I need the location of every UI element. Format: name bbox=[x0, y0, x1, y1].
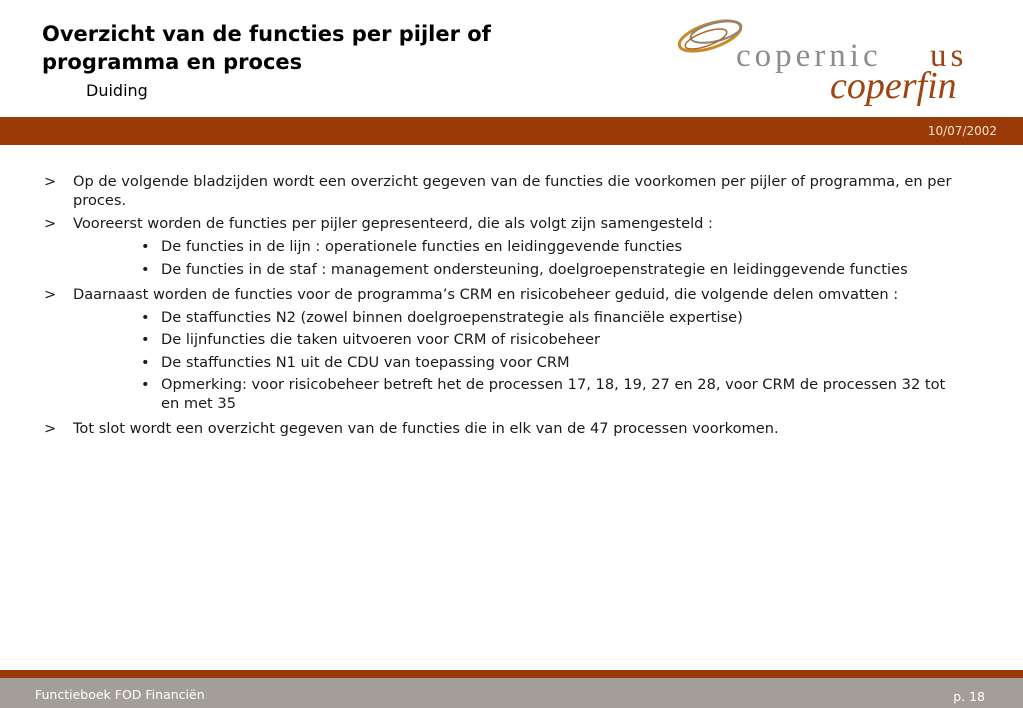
paragraph-marker: > bbox=[44, 285, 57, 303]
footer bbox=[0, 678, 1023, 708]
page-number: p. 18 bbox=[953, 689, 985, 704]
paragraph bbox=[44, 285, 984, 304]
bullet-item bbox=[141, 330, 984, 349]
bullet-icon: • bbox=[141, 260, 150, 278]
paragraph-text: Vooreerst worden de functies per pijler gepresenteerd, die als volgt zijn samengesteld : bbox=[73, 215, 713, 232]
bullet-text: De staffuncties N1 uit de CDU van toepassing voor CRM bbox=[161, 353, 570, 371]
header-bar bbox=[0, 117, 1023, 145]
copernicus-coperfin-logo bbox=[672, 8, 1002, 116]
bullet-text: De staffuncties N2 (zowel binnen doelgroepenstrategie als financiële expertise) bbox=[161, 308, 743, 326]
bullet-text: De lijnfuncties die taken uitvoeren voor CRM of risicobeheer bbox=[161, 331, 600, 348]
logo-line1-part2: us bbox=[930, 38, 968, 74]
bullet-text: De functies in de staf : management ondersteuning, doelgroepenstrategie en leidinggevende functies bbox=[161, 260, 908, 278]
paragraph-marker: > bbox=[44, 420, 57, 437]
bullet-text: Opmerking: voor risicobeheer betreft het de processen 17, 18, 19, 27 en 28, voor CRM de processen 32 tot en met 35 bbox=[161, 376, 946, 412]
content-body bbox=[44, 172, 984, 442]
paragraph-text: Daarnaast worden de functies voor de programma’s CRM en risicobeheer geduid, die volgende delen omvatten : bbox=[73, 285, 899, 303]
bullet-item bbox=[141, 353, 984, 372]
paragraph bbox=[44, 172, 984, 210]
header-date: 10/07/2002 bbox=[927, 124, 997, 138]
bullet-item bbox=[141, 308, 984, 327]
bullet-item bbox=[141, 375, 984, 413]
bullet-icon: • bbox=[141, 308, 150, 326]
footer-title: Functieboek FOD Financiën bbox=[35, 687, 205, 702]
bullet-icon: • bbox=[141, 331, 150, 348]
swirl-logo-icon bbox=[672, 8, 1002, 116]
paragraph-text: Tot slot wordt een overzicht gegeven van de functies die in elk van de 47 processen voorkomen. bbox=[73, 420, 779, 437]
paragraph bbox=[44, 419, 984, 438]
bullet-item bbox=[141, 260, 984, 279]
logo-line1-part1: copernic bbox=[736, 38, 882, 74]
bullet-item bbox=[141, 237, 984, 256]
bullet-icon: • bbox=[141, 376, 150, 393]
page-title: Overzicht van de functies per pijler of programma en proces bbox=[42, 22, 491, 74]
bullet-icon: • bbox=[141, 238, 150, 255]
logo-line2: coperfin bbox=[830, 65, 957, 107]
bullet-text: De functies in de lijn : operationele functies en leidinggevende functies bbox=[161, 238, 683, 255]
paragraph-marker: > bbox=[44, 173, 57, 190]
paragraph-text: Op de volgende bladzijden wordt een overzicht gegeven van de functies die voorkomen per pijler of programma, en per proces. bbox=[73, 173, 952, 209]
paragraph-marker: > bbox=[44, 215, 57, 232]
page-subtitle: Duiding bbox=[86, 81, 148, 100]
bullet-icon: • bbox=[141, 353, 150, 371]
paragraph bbox=[44, 214, 984, 233]
footer-accent-bar bbox=[0, 670, 1023, 678]
